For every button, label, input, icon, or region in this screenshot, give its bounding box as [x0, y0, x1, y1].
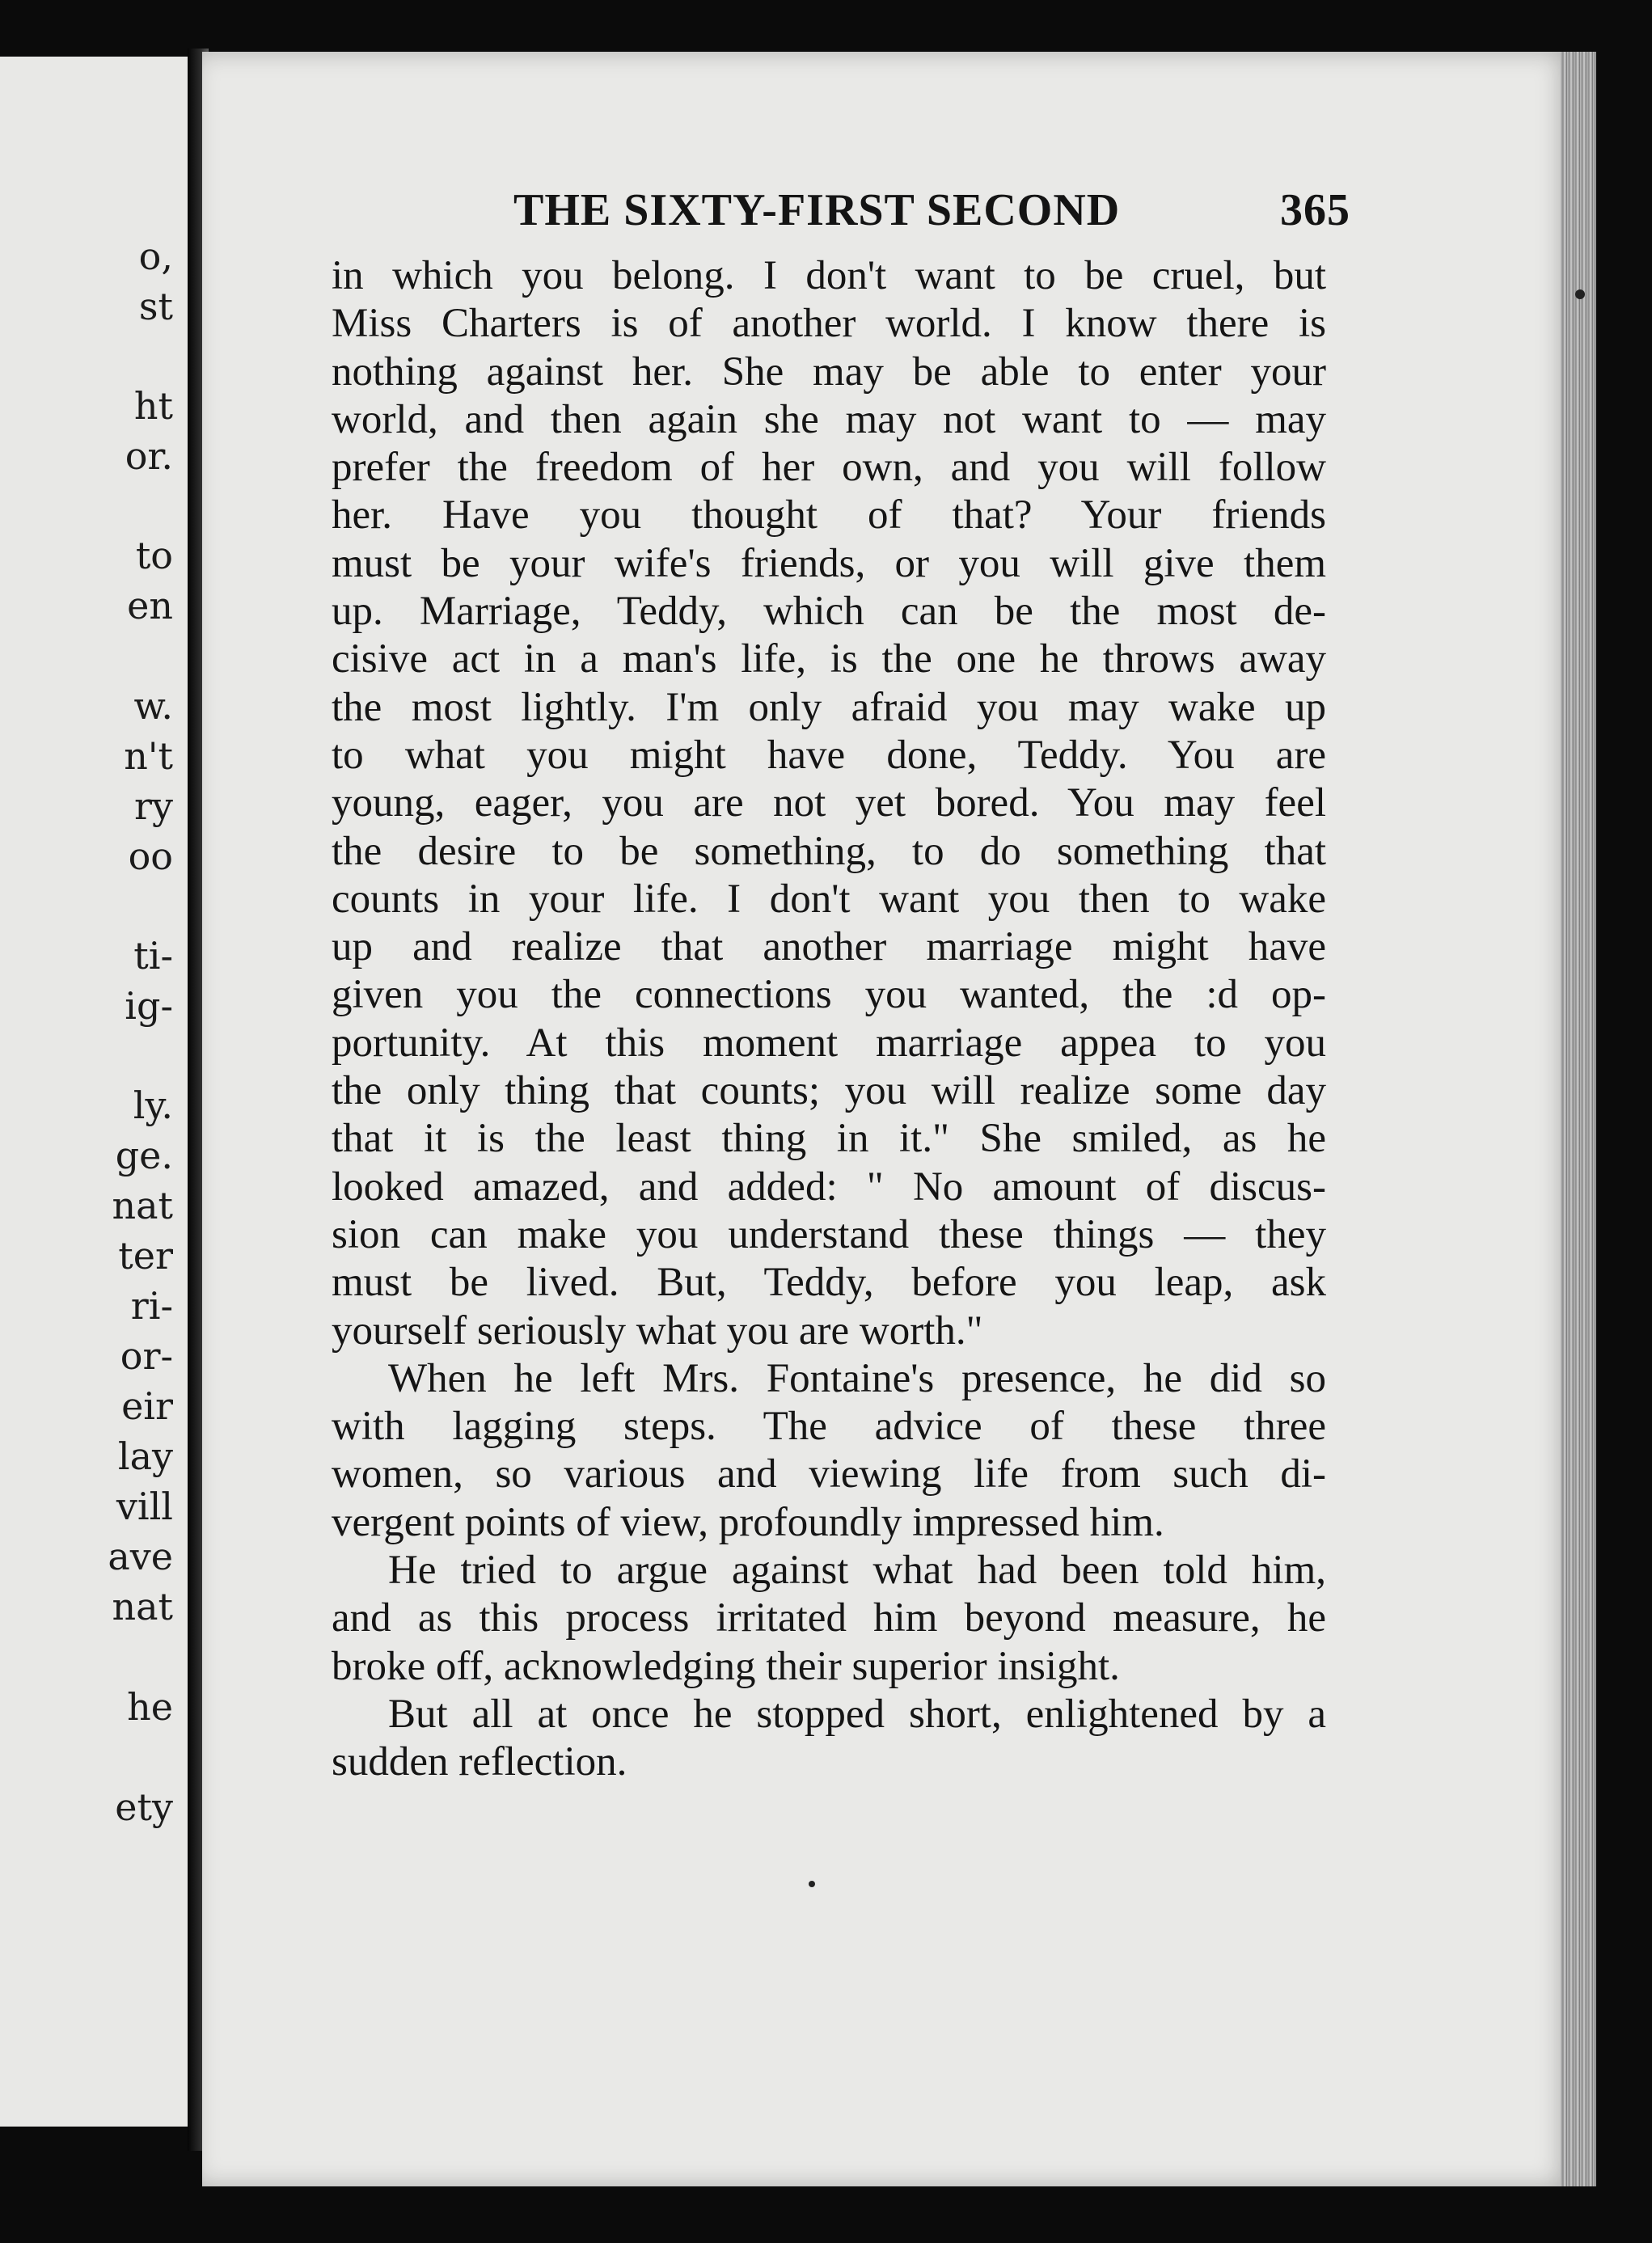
fragment-line: nat	[112, 1184, 173, 1227]
ink-speck	[809, 1881, 815, 1887]
text-line: women, so various and viewing life from such di-	[332, 1451, 1326, 1497]
fragment-line: ri-	[130, 1284, 173, 1328]
text-line: must be your wife's friends, or you will give them	[332, 540, 1326, 586]
text-line: He tried to argue against what had been told him,	[388, 1548, 1326, 1594]
page-edge	[1561, 52, 1596, 2186]
text-line: in which you belong. I don't want to be cruel, but	[332, 253, 1326, 298]
text-line: the most lightly. I'm only afraid you may wake up	[332, 684, 1326, 730]
fragment-line: ht	[133, 384, 173, 428]
fragment-line: en	[127, 584, 173, 627]
text-line: her. Have you thought of that? Your friends	[332, 492, 1326, 539]
text-line: with lagging steps. The advice of these three	[332, 1404, 1326, 1450]
text-line: nothing against her. She may be able to enter your	[332, 348, 1326, 395]
fragment-line: or.	[125, 434, 173, 478]
text-line: up. Marriage, Teddy, which can be the most de-	[332, 589, 1326, 635]
text-line: the desire to be something, to do something that	[332, 828, 1326, 874]
running-head-title: THE SIXTY-FIRST SECOND	[513, 185, 1121, 235]
text-line: prefer the freedom of her own, and you will follow	[332, 445, 1326, 491]
body-text	[332, 252, 1326, 1787]
text-line: given you the connections you wanted, the :d op-	[332, 972, 1326, 1018]
fragment-line: oo	[128, 834, 173, 878]
text-line: world, and then again she may not want to — may	[332, 396, 1326, 442]
ink-speck	[1575, 289, 1585, 299]
text-line: young, eager, you are not yet bored. You may feel	[332, 780, 1326, 826]
fragment-line: ti-	[133, 934, 173, 978]
text-line: to what you might have done, Teddy. You are	[332, 732, 1326, 778]
fragment-line: to	[135, 534, 173, 577]
fragment-line: st	[138, 285, 173, 328]
fragment-line: w.	[133, 684, 173, 728]
text-line: broke off, acknowledging their superior insight.	[332, 1643, 1120, 1689]
fragment-line: ave	[108, 1535, 173, 1578]
fragment-line: ig-	[125, 984, 173, 1028]
text-line: vergent points of view, profoundly impressed him.	[332, 1499, 1164, 1545]
fragment-line: n't	[124, 734, 173, 778]
text-line: yourself seriously what you are worth."	[332, 1307, 983, 1354]
fragment-line: or-	[120, 1334, 173, 1378]
text-line: But all at once he stopped short, enlightened by a	[388, 1691, 1326, 1737]
text-line: and as this process irritated him beyond measure, he	[332, 1595, 1326, 1641]
page-number: 365	[1280, 185, 1350, 235]
text-line: portunity. At this moment marriage appea to you	[332, 1020, 1326, 1066]
fragment-line: he	[127, 1685, 173, 1729]
fragment-line: eir	[121, 1384, 173, 1428]
fragment-line: ly.	[133, 1083, 173, 1127]
text-line: Miss Charters is of another world. I know there is	[332, 301, 1326, 347]
fragment-line: vill	[116, 1485, 173, 1528]
text-line: that it is the least thing in it." She smiled, as he	[332, 1116, 1326, 1162]
text-line: looked amazed, and added: " No amount of discus-	[332, 1164, 1326, 1210]
fragment-line: ge.	[115, 1134, 173, 1177]
text-line: sudden reflection.	[332, 1739, 627, 1785]
fragment-line: lay	[117, 1434, 173, 1478]
text-line: the only thing that counts; you will realize some day	[332, 1068, 1326, 1114]
fragment-line: o,	[138, 234, 173, 278]
fragment-line: ry	[134, 784, 173, 828]
previous-page-fragment	[0, 57, 194, 2127]
text-line: must be lived. But, Teddy, before you leap, ask	[332, 1260, 1326, 1306]
text-line: sion can make you understand these things — they	[332, 1211, 1326, 1257]
text-line: cisive act in a man's life, is the one he throws away	[332, 636, 1326, 682]
fragment-line: nat	[112, 1585, 173, 1628]
text-line: When he left Mrs. Fontaine's presence, he did so	[388, 1355, 1326, 1401]
text-line: counts in your life. I don't want you then to wake	[332, 876, 1326, 922]
fragment-line: ter	[118, 1234, 173, 1278]
fragment-line: ety	[115, 1785, 173, 1829]
text-line: up and realize that another marriage might have	[332, 924, 1326, 970]
